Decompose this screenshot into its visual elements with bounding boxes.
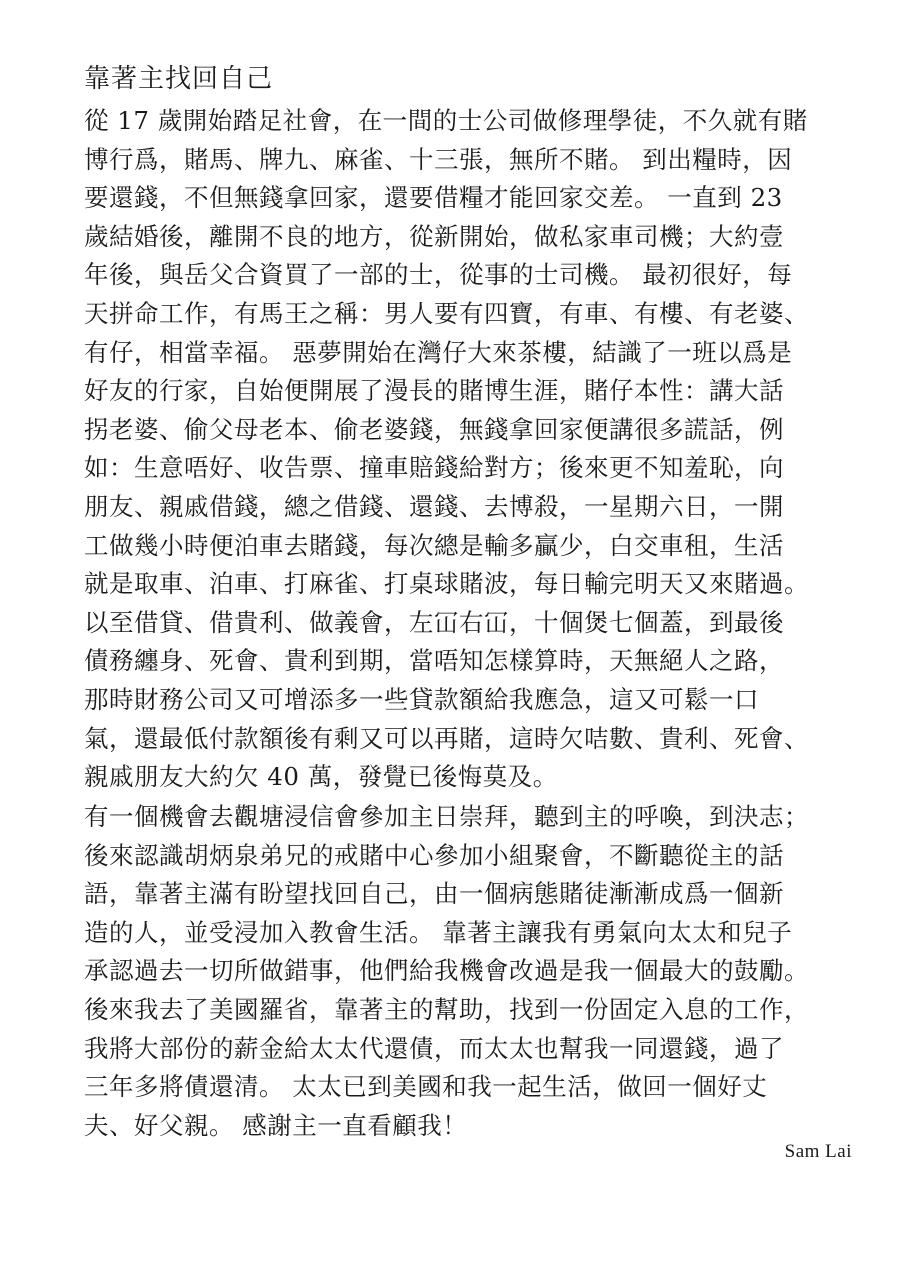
text-line: 有仔，相當幸福。 惡夢開始在灣仔大來茶樓，結識了一班以爲是 <box>84 337 793 367</box>
text-line: 從 17 歲開始踏足社會，在一間的士公司做修理學徒，不久就有賭 <box>84 106 808 135</box>
text-line: 就是取車、泊車、打麻雀、打桌球賭波，每日輸完明天又來賭過。 <box>84 569 809 599</box>
text-line: 親戚朋友大約欠 40 萬，發覺已後悔莫及。 <box>84 762 558 792</box>
text-line: 博行爲，賭馬、牌九、麻雀、十三張，無所不賭。 到出糧時，因 <box>84 144 793 174</box>
text-line: 年後，與岳父合資買了一部的士，從事的士司機。 最初很好，每 <box>84 260 793 290</box>
text-line: 三年多將債還清。 太太已到美國和我一起生活，做回一個好丈 <box>84 1072 768 1102</box>
text-line: 拐老婆、偷父母老本、偷老婆錢，無錢拿回家便講很多謊話，例 <box>84 414 784 444</box>
paragraph-testimony-redemption <box>84 798 854 1145</box>
text-line: 造的人，並受浸加入教會生活。 靠著主讓我有勇氣向太太和兒子 <box>84 917 793 947</box>
text-line: 天拼命工作，有馬王之稱：男人要有四寶，有車、有樓、有老婆、 <box>84 298 809 328</box>
author-signature: Sam Lai <box>784 1141 852 1162</box>
text-line: 承認過去一切所做錯事，他們給我機會改過是我一個最大的鼓勵。 <box>84 956 809 986</box>
text-line: 歲結婚後，離開不良的地方，從新開始，做私家車司機；大約壹 <box>84 221 784 251</box>
text-line: 債務纏身、死會、貴利到期，當唔知怎樣算時，天無絕人之路， <box>84 646 784 676</box>
page-title: 靠著主找回自己 <box>84 64 274 94</box>
text-line: 如：生意唔好、收告票、撞車賠錢給對方；後來更不知羞恥，向 <box>84 453 784 483</box>
text-line: 夫、好父親。 感謝主一直看顧我！ <box>84 1110 468 1140</box>
paragraph-testimony-past <box>84 102 854 797</box>
text-line: 以至借貸、借貴利、做義會，左冚右冚，十個煲七個蓋，到最後 <box>84 607 784 637</box>
text-line: 那時財務公司又可增添多一些貸款額給我應急，這又可鬆一口 <box>84 684 759 714</box>
text-line: 氣，還最低付款額後有剩又可以再賭，這時欠咭數、貴利、死會、 <box>84 723 809 753</box>
text-line: 好友的行家，自始便開展了漫長的賭博生涯，賭仔本性：講大話 <box>84 376 784 406</box>
text-line: 我將大部份的薪金給太太代還債，而太太也幫我一同還錢，過了 <box>84 1033 784 1063</box>
text-line: 有一個機會去觀塘浸信會參加主日崇拜，聽到主的呼喚，到決志； <box>84 802 809 831</box>
text-line: 朋友、親戚借錢，總之借錢、還錢、去博殺，一星期六日，一開 <box>84 491 784 521</box>
text-line: 工做幾小時便泊車去賭錢，每次總是輸多贏少，白交車租，生活 <box>84 530 784 560</box>
text-line: 後來我去了美國羅省，靠著主的幫助，找到一份固定入息的工作， <box>84 994 809 1024</box>
text-line: 要還錢，不但無錢拿回家，還要借糧才能回家交差。 一直到 23 <box>84 183 783 213</box>
text-line: 後來認識胡炳泉弟兄的戒賭中心參加小組聚會，不斷聽從主的話 <box>84 840 784 870</box>
text-line: 語，靠著主滿有盼望找回自己，由一個病態賭徒漸漸成爲一個新 <box>84 879 784 909</box>
